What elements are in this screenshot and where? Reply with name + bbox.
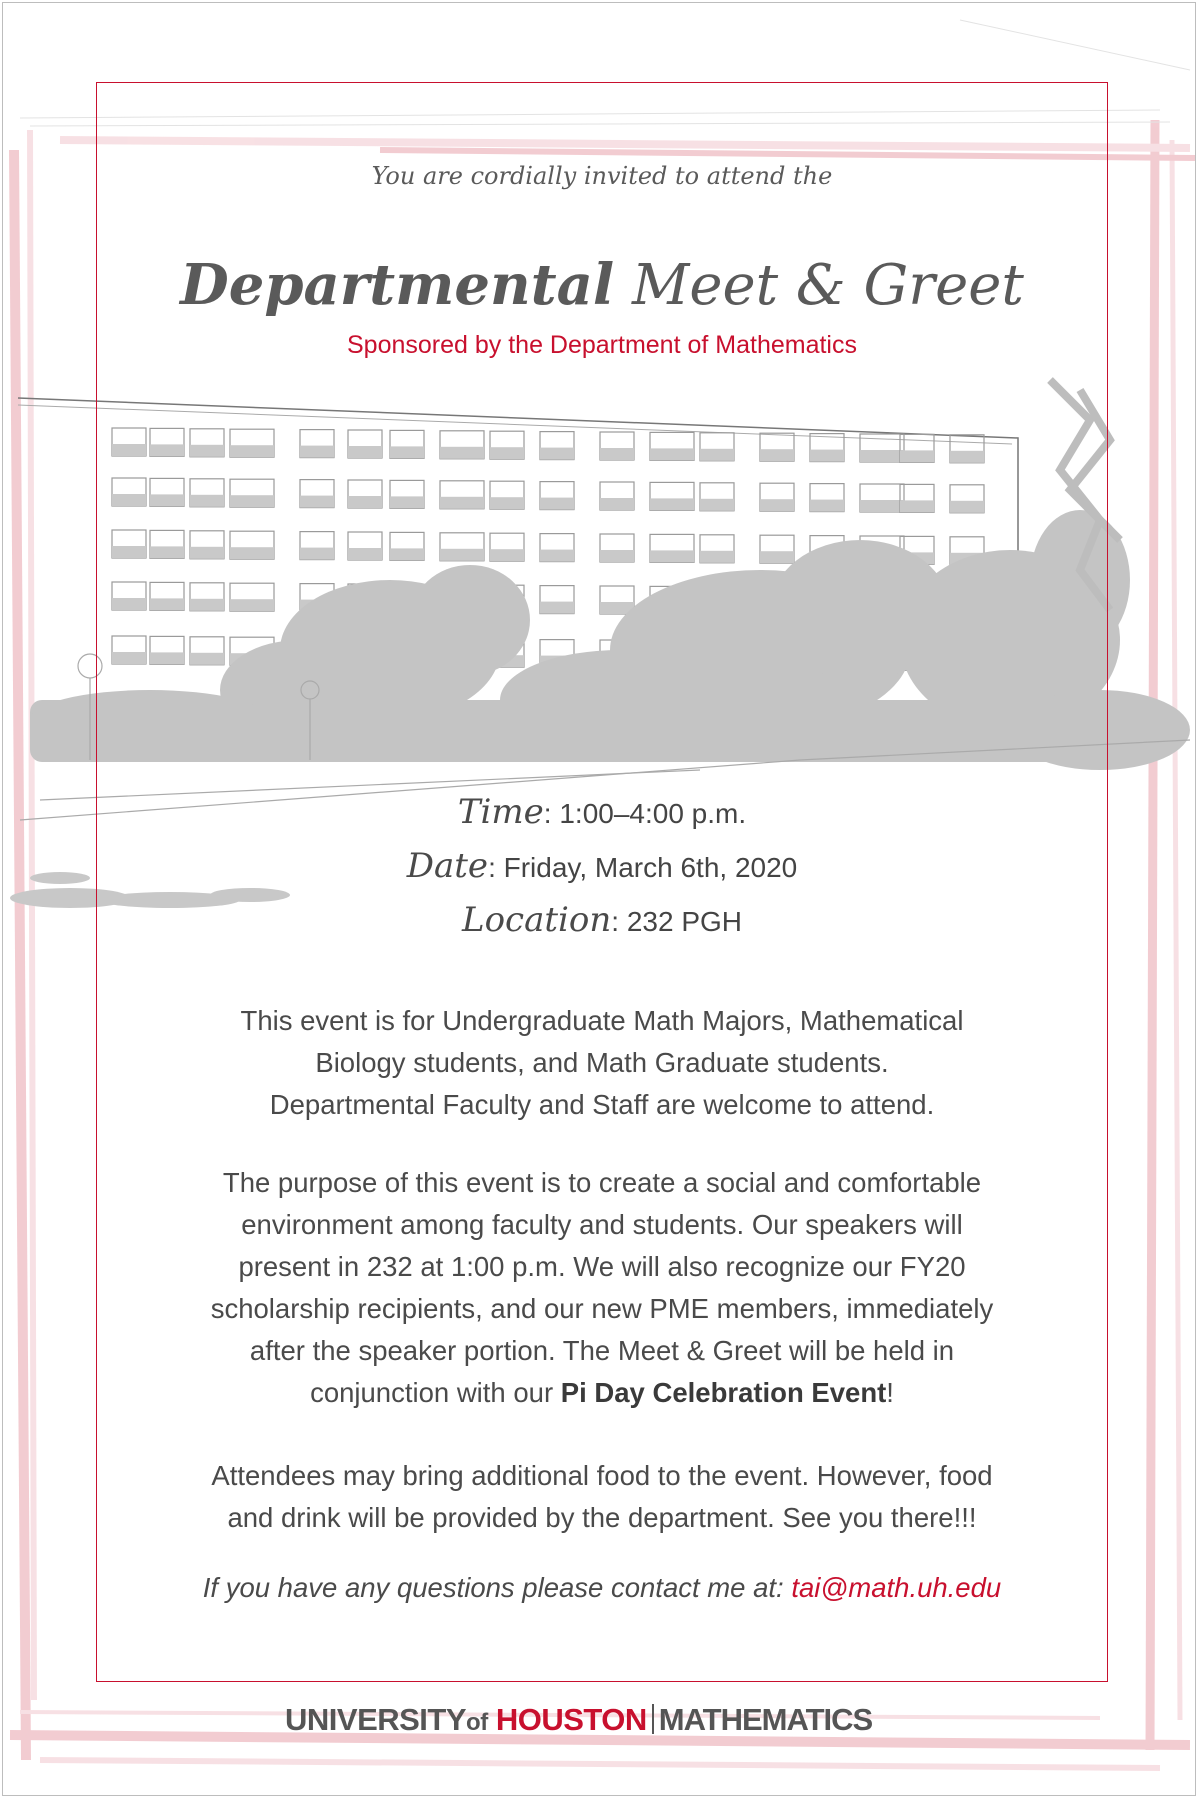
- time-value: : 1:00–4:00 p.m.: [543, 798, 747, 829]
- audience-paragraph: [96, 1000, 1108, 1126]
- paragraph-line: This event is for Undergraduate Math Majors, Mathematical: [240, 1005, 964, 1036]
- contact-prefix: If you have any questions please contact me at:: [202, 1572, 792, 1603]
- paragraph-line: scholarship recipients, and our new PME members, immediately: [210, 1293, 994, 1324]
- event-title: [96, 252, 1108, 318]
- paragraph-line: environment among faculty and students. Our speakers will: [241, 1209, 963, 1240]
- location-label: Location: [462, 900, 612, 940]
- contact-line: [96, 1572, 1108, 1604]
- contact-email-link[interactable]: tai@math.uh.edu: [791, 1572, 1002, 1603]
- logo-university: UNIVERSITY: [285, 1702, 467, 1737]
- paragraph-line: present in 232 at 1:00 p.m. We will also recognize our FY20: [238, 1251, 966, 1282]
- date-label: Date: [406, 846, 489, 886]
- university-logo: [285, 1702, 925, 1746]
- paragraph-line: The purpose of this event is to create a social and comfortable: [222, 1167, 982, 1198]
- paragraph-line: Departmental Faculty and Staff are welcome to attend.: [269, 1089, 935, 1120]
- pi-day-event-name: Pi Day Celebration Event: [560, 1377, 887, 1408]
- sponsor-line: Sponsored by the Department of Mathematics: [347, 331, 857, 359]
- event-location: [96, 900, 1108, 940]
- logo-houston: HOUSTON: [495, 1702, 647, 1737]
- purpose-paragraph: [96, 1162, 1108, 1414]
- logo-divider: [652, 1704, 654, 1734]
- logo-department: MATHEMATICS: [658, 1702, 873, 1737]
- paragraph-line: after the speaker portion. The Meet & Greet will be held in: [249, 1335, 955, 1366]
- title-meet-greet: Meet & Greet: [631, 253, 1024, 318]
- invitation-intro: You are cordially invited to attend the: [371, 162, 833, 190]
- paragraph-line: Biology students, and Math Graduate students.: [315, 1047, 889, 1078]
- paragraph-text: conjunction with our: [310, 1377, 561, 1408]
- paragraph-line: [96, 1372, 1108, 1414]
- time-label: Time: [457, 792, 544, 832]
- event-time: [96, 792, 1108, 832]
- date-value: : Friday, March 6th, 2020: [488, 852, 798, 883]
- paragraph-line: Attendees may bring additional food to the event. However, food: [211, 1460, 993, 1491]
- logo-of: of: [466, 1709, 488, 1736]
- title-departmental: Departmental: [180, 252, 615, 318]
- food-paragraph: [96, 1455, 1108, 1539]
- paragraph-text: !: [886, 1377, 894, 1408]
- paragraph-line: and drink will be provided by the department. See you there!!!: [227, 1502, 977, 1533]
- location-value: : 232 PGH: [611, 906, 742, 937]
- event-date: [96, 846, 1108, 886]
